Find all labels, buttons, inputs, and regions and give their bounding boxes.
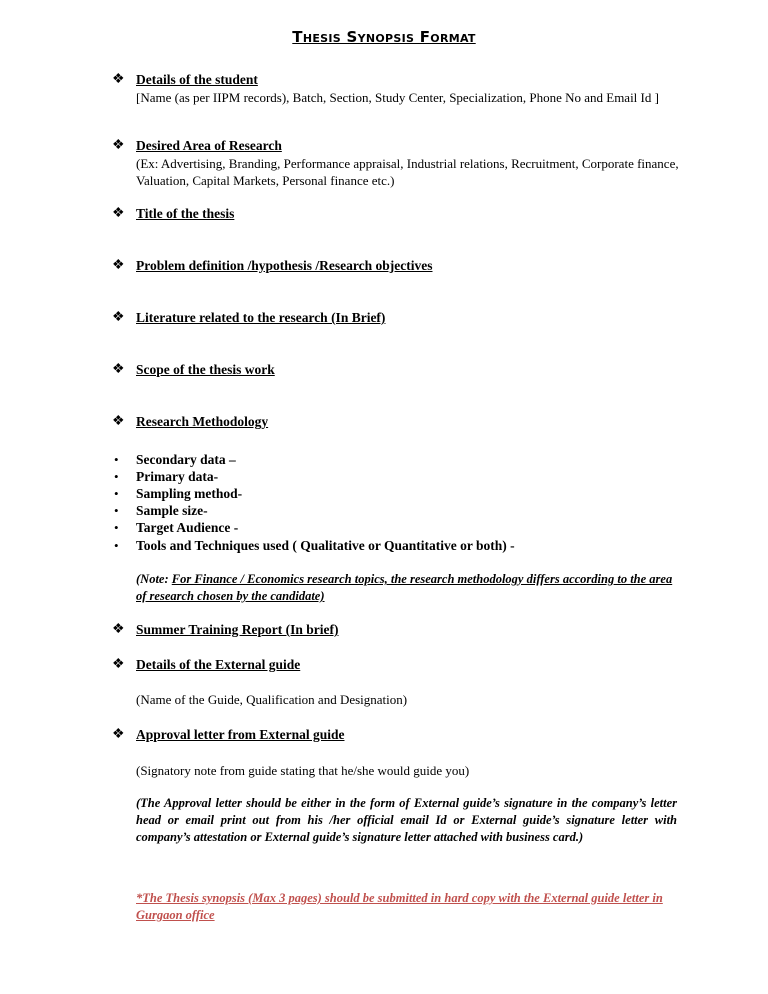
methodology-note-prefix: (Note: [136,572,172,586]
submission-note: *The Thesis synopsis (Max 3 pages) should be submitted in hard copy with the External guide letter in Gurgaon office [136,891,663,922]
methodology-item: Sample size- [136,503,208,518]
round-bullet-icon: • [114,520,119,535]
diamond-bullet-icon: ❖ [112,72,125,87]
section-heading-external-guide: Details of the External guide [136,657,301,672]
section-detail-approval-letter: (Signatory note from guide stating that he/she would guide you) [136,763,470,778]
methodology-item: Target Audience - [136,520,239,535]
section-detail-student-details: [Name (as per IIPM records), Batch, Section, Study Center, Specialization, Phone No and Email Id ] [136,90,659,105]
diamond-bullet-icon: ❖ [112,727,125,742]
methodology-note [136,571,676,605]
approval-note: (The Approval letter should be either in the form of External guide’s signature in the company’s letter head or email print out from his /her official email Id or External guide’s signature letter with company’s attestation or External guide’s signature letter attached with business card.) [136,796,677,844]
section-detail-external-guide: (Name of the Guide, Qualification and Designation) [136,692,408,707]
diamond-bullet-icon: ❖ [112,414,125,429]
round-bullet-icon: • [114,452,119,467]
section-heading-student-details: Details of the student [136,72,258,87]
section-heading-thesis-title: Title of the thesis [136,206,235,221]
methodology-note-text: For Finance / Economics research topics, the research methodology differs according to the area of research chosen by the candidate) [136,572,673,603]
methodology-item: Tools and Techniques used ( Qualitative or Quantitative or both) - [136,538,515,553]
section-detail-research-area: (Ex: Advertising, Branding, Performance appraisal, Industrial relations, Recruitment, Corporate finance, Valuation, Capital Markets, Personal finance etc.) [136,156,679,188]
diamond-bullet-icon: ❖ [112,362,125,377]
diamond-bullet-icon: ❖ [112,622,125,637]
diamond-bullet-icon: ❖ [112,657,125,672]
section-heading-approval-letter: Approval letter from External guide [136,727,345,742]
section-heading-scope: Scope of the thesis work [136,362,275,377]
section-heading-research-area: Desired Area of Research [136,138,282,153]
section-heading-problem-definition: Problem definition /hypothesis /Research objectives [136,258,433,273]
round-bullet-icon: • [114,503,119,518]
section-heading-methodology: Research Methodology [136,414,269,429]
round-bullet-icon: • [114,469,119,484]
diamond-bullet-icon: ❖ [112,310,125,325]
methodology-item: Sampling method- [136,486,243,501]
round-bullet-icon: • [114,538,119,553]
section-heading-literature: Literature related to the research (In Brief) [136,310,386,325]
methodology-item: Secondary data – [136,452,236,467]
diamond-bullet-icon: ❖ [112,138,125,153]
diamond-bullet-icon: ❖ [112,206,125,221]
round-bullet-icon: • [114,486,119,501]
page-title: Thesis Synopsis Format [292,28,476,46]
diamond-bullet-icon: ❖ [112,258,125,273]
methodology-item: Primary data- [136,469,219,484]
section-heading-summer-training: Summer Training Report (In brief) [136,622,339,637]
